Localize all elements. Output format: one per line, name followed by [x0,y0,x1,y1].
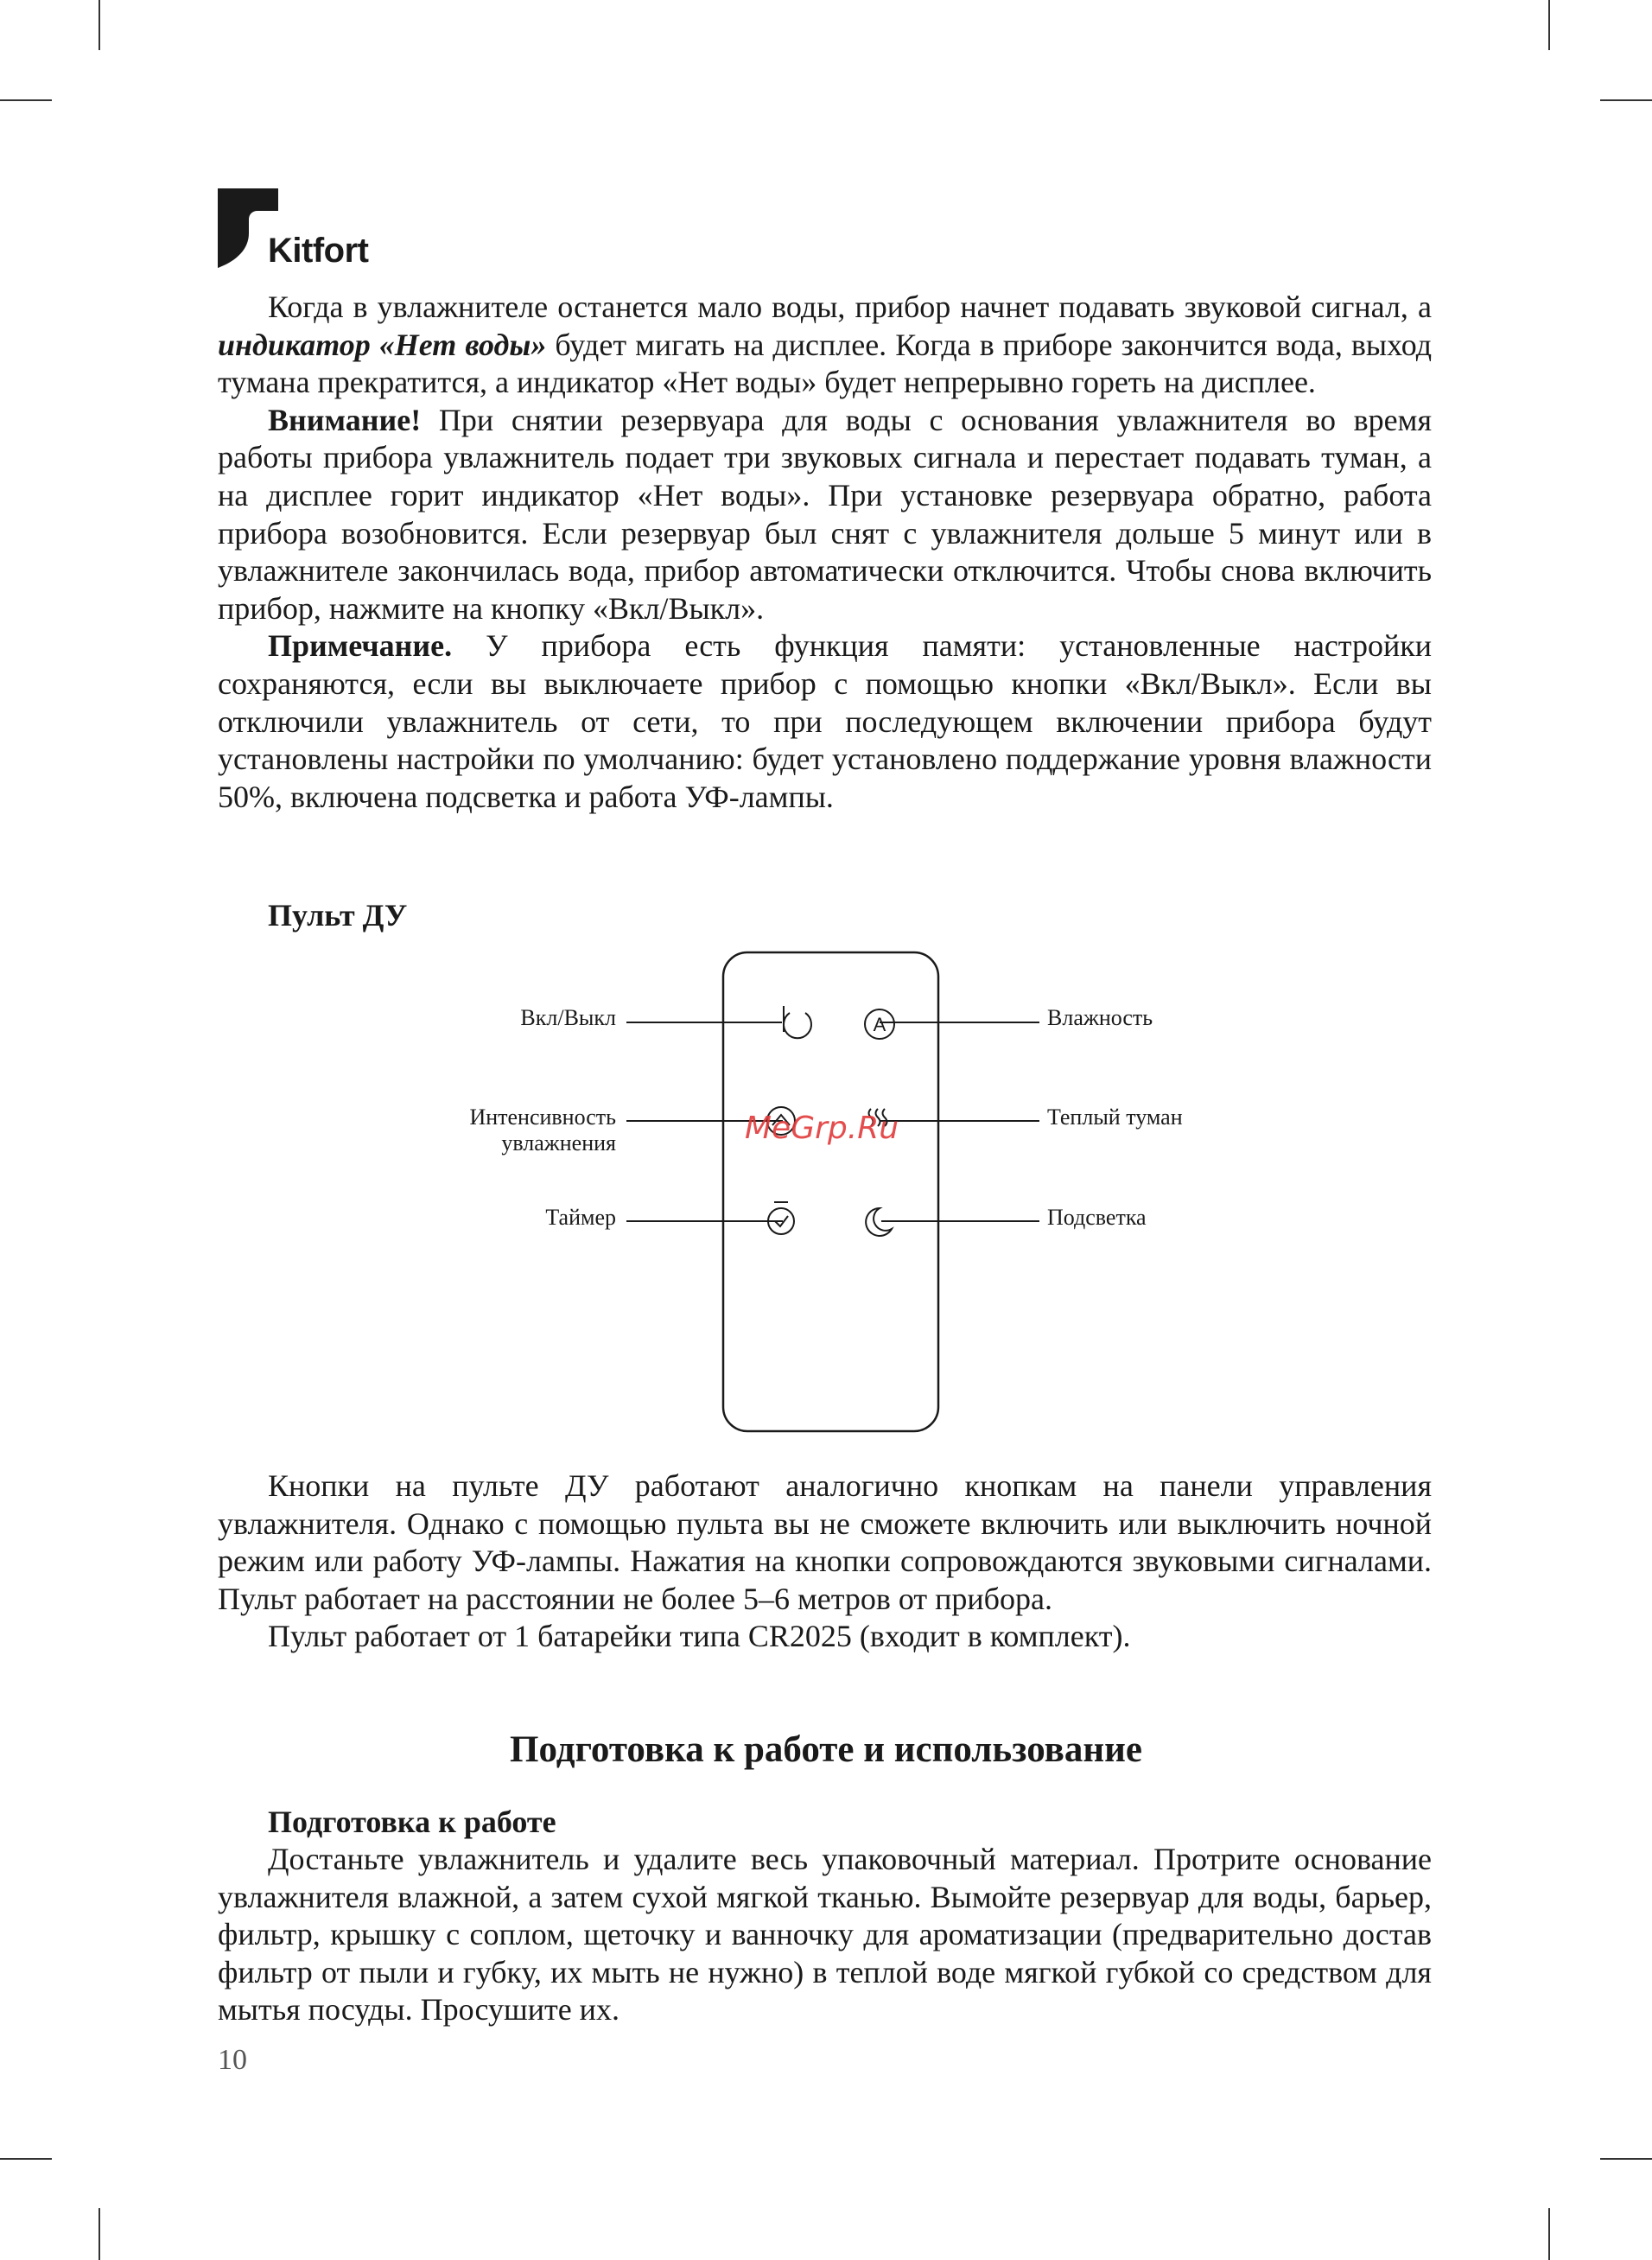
label-warm-mist: Теплый туман [1047,1105,1183,1130]
section-subtitle: Подготовка к работе [268,1805,556,1839]
paragraph: Достаньте увлажнитель и удалите весь упаковочный материал. Протрите основание увлажнителя влажной, а затем сухой мягкой тканью. Вымойте резервуар для воды, барьер, фильтр, крышку с соплом, щеточку и ванночку для ароматизации (предварительно достав фильтр от пыли и губку, их мыть не нужно) в теплой воде мягкой губкой со средством для мытья посуды. Просушите их. [218,1842,1432,2028]
brand-name: Kitfort [268,232,369,270]
crop-mark [98,2208,100,2260]
crop-mark [1548,2208,1550,2260]
page-number: 10 [218,2044,247,2076]
label-timer: Таймер [545,1205,616,1230]
paragraph: Внимание! При снятии резервуара для воды с основания увлажнителя во время работы прибора увлажнитель подает три звуковых сигнала и перестает подавать туман, а на дисплее горит индикатор «Нет воды». При установке резервуара обратно, работа прибора возобновится. Если резервуар был снят с увлажнителя дольше 5 минут или в увлажнителе закончилась вода, прибор автоматически отключится. Чтобы снова включить прибор, нажмите на кнопку «Вкл/Выкл». [218,402,1432,626]
humidity-icon [865,1009,894,1039]
paragraph: Примечание. У прибора есть функция памяти: установленные настройки сохраняются, если вы выключаете прибор с помощью кнопки «Вкл/Выкл». Если вы отключили увлажнитель от сети, то при последующем включении прибора будут установлены настройки по умолчанию: будет установлено поддержание уровня влажности 50%, включена подсветка и работа УФ-лампы. [218,628,1432,814]
crop-mark [1600,99,1652,101]
paragraph: Кнопки на пульте ДУ работают аналогично кнопкам на панели управления увлажнителя. Однако с помощью пульта вы не сможете включить или выключить ночной режим или работу УФ-лампы. Нажатия на кнопки сопровождаются звуковыми сигналами. Пульт работает на расстоянии не более 5–6 метров от прибора. [218,1468,1432,1616]
crop-mark [1548,0,1550,50]
section-title: Подготовка к работе и использование [510,1729,1142,1770]
label-backlight: Подсветка [1047,1205,1147,1230]
paragraph: Пульт работает от 1 батарейки типа CR2025 (входит в комплект). [268,1619,1131,1654]
crop-mark [1600,2158,1652,2160]
paragraph: Когда в увлажнителе останется мало воды, прибор начнет подавать звуковой сигнал, а индикатор «Нет воды» будет мигать на дисплее. Когда в приборе закончится вода, выход тумана прекратится, а индикатор «Нет воды» будет непрерывно гореть на дисплее. [218,290,1433,400]
label-humidity: Влажность [1047,1005,1153,1030]
intro-text [218,289,1432,816]
crop-mark [98,0,100,50]
remote-text [218,1467,1432,1656]
svg-text:A: A [873,1014,886,1035]
label-power: Вкл/Выкл [520,1005,616,1030]
remote-title: Пульт ДУ [268,898,408,933]
watermark: MeGrp.Ru [745,1111,899,1146]
crop-mark [0,99,52,101]
crop-mark [0,2158,52,2160]
remote-body [723,952,938,1431]
timer-icon [768,1202,794,1234]
label-intensity: Интенсивность увлажнения [469,1105,616,1155]
section-text [218,1841,1432,2029]
power-icon [784,1006,811,1038]
